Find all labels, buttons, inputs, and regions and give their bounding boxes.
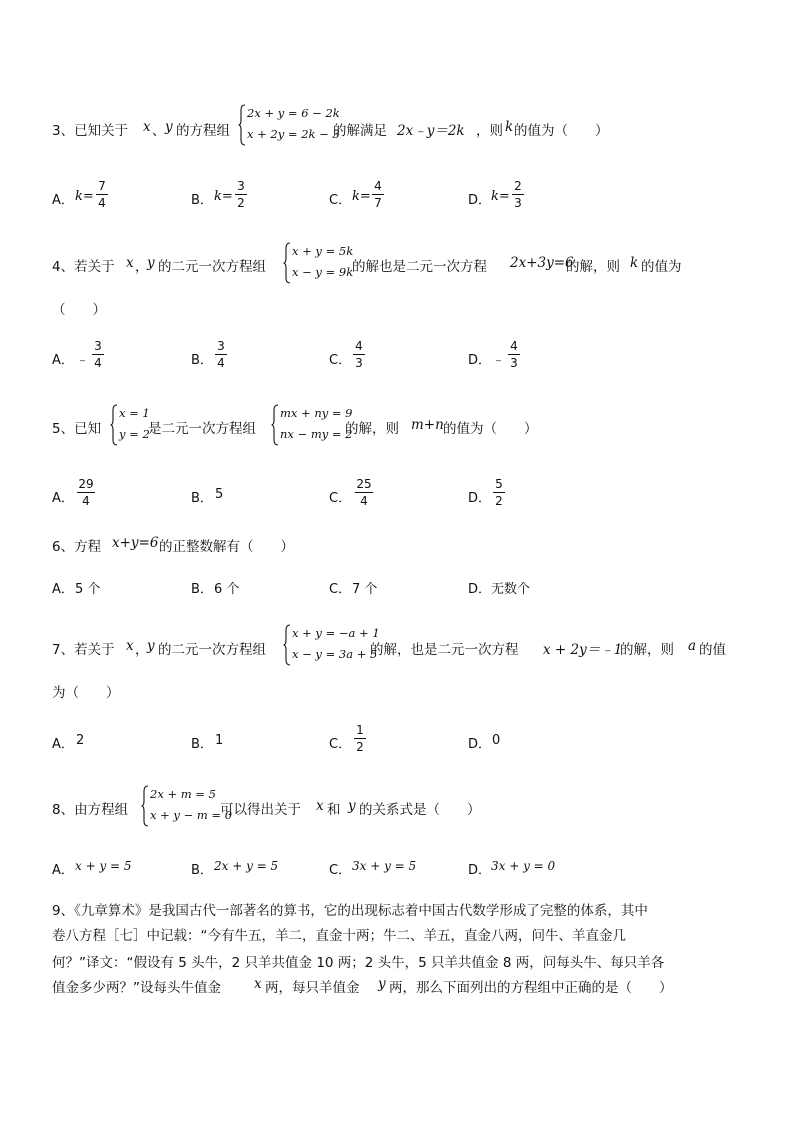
q8-var-y: y	[348, 798, 356, 814]
option-label: B．	[191, 491, 213, 506]
q9-line3: 何？”译文：“假设有 5 头牛，2 只羊共值金 10 两；2 头牛，5 只羊共值金 8 两，问每头牛、每只羊各	[52, 955, 665, 971]
q5-eq2: nx − my = 2	[280, 427, 353, 441]
q3-prefix: 3、已知关于	[52, 123, 129, 139]
q7-comma: ，	[135, 642, 149, 658]
q5-equation-system	[271, 404, 351, 446]
option-label: B．	[191, 582, 213, 597]
q7-cond-expr: x + 2y＝﹣1	[543, 642, 623, 658]
option-sign: ﹣	[76, 353, 90, 368]
option-label: C．	[329, 353, 352, 368]
option-value: 7 个	[352, 582, 378, 597]
q9-line4a: 值金多少两？”设每头牛值金	[52, 980, 221, 996]
q5-suffix: 的值为（ ）	[443, 421, 538, 437]
q8-and: 和	[327, 802, 341, 818]
q9-line2: 卷八方程［七］中记载：“今有牛五，羊二，直金十两；牛二、羊五，直金八两，问牛、羊直金几	[52, 928, 626, 944]
q4-var-x: x	[126, 255, 134, 271]
q3-brace-icon	[238, 104, 246, 146]
option-value: 无数个	[491, 582, 531, 597]
q4-equation-system	[283, 242, 353, 284]
q7-then: 的解，则	[620, 642, 674, 658]
q6-expr: x+y=6	[112, 535, 159, 551]
q3-mid: 的方程组	[176, 123, 230, 139]
q9-var-y: y	[378, 976, 386, 992]
q3-var-y: y	[165, 119, 173, 135]
q5-then: 的解，则	[345, 421, 399, 437]
q7-brace-icon	[283, 624, 291, 666]
q4-eq2: x − y = 9k	[292, 265, 354, 279]
option-prefix: k=	[352, 189, 371, 204]
option-label: A．	[52, 353, 74, 368]
q3-equation-system	[238, 104, 338, 146]
q4-brace-icon	[283, 242, 291, 284]
option-label: D．	[468, 193, 492, 208]
q5-sol1: x = 1	[119, 406, 150, 420]
q7-equation-system	[283, 624, 380, 666]
option-fraction: 25 4	[356, 477, 372, 508]
option-label: A．	[52, 737, 74, 752]
q7-mid: 的二元一次方程组	[158, 642, 266, 658]
q9-line4c: 两，那么下面列出的方程组中正确的是（ ）	[389, 980, 673, 996]
option-prefix: k=	[491, 189, 510, 204]
q4-cond-expr: 2x+3y=6	[510, 255, 574, 271]
option-label: D．	[468, 491, 492, 506]
q8-suffix: 的关系式是（ ）	[359, 802, 481, 818]
q6-prefix: 6、方程	[52, 539, 102, 555]
option-label: A．	[52, 491, 74, 506]
q5-brace-icon	[110, 404, 118, 446]
q3-eq1: 2x + y = 6 − 2k	[247, 106, 340, 120]
q5-brace2-icon	[271, 404, 279, 446]
q4-var-k: k	[630, 255, 639, 271]
q3-cond-text: 的解满足	[333, 123, 387, 139]
q3-cond-expr: 2x﹣y＝2k	[397, 123, 465, 139]
q7-suffix: 的值	[699, 642, 726, 658]
q8-prefix: 8、由方程组	[52, 802, 129, 818]
q8-mid: 可以得出关于	[220, 802, 301, 818]
q4-prefix: 4、若关于	[52, 259, 115, 275]
q7-cond-text: 的解，也是二元一次方程	[370, 642, 519, 658]
option-fraction: 3 4	[92, 339, 104, 370]
option-label: B．	[191, 737, 213, 752]
q4-cond-text: 的解也是二元一次方程	[352, 259, 487, 275]
q6-suffix: 的正整数解有（ ）	[159, 539, 294, 555]
option-label: B．	[191, 353, 213, 368]
q3-var-x: x	[143, 119, 151, 135]
option-value: 3x + y = 5	[352, 859, 417, 873]
q4-mid: 的二元一次方程组	[158, 259, 266, 275]
q3-then: ，则	[476, 123, 503, 139]
q9-line1: 9、《九章算术》是我国古代一部著名的算书，它的出现标志着中国古代数学形成了完整的体系，其中	[52, 903, 648, 919]
option-label: C．	[329, 491, 352, 506]
q5-expr: m+n	[411, 417, 444, 433]
option-fraction: 4 3	[353, 339, 365, 370]
q5-eq1: mx + ny = 9	[280, 406, 353, 420]
option-value: 6 个	[214, 582, 240, 597]
q7-var-y: y	[147, 638, 155, 654]
option-label: B．	[191, 193, 213, 208]
q8-eq1: 2x + m = 5	[150, 787, 216, 801]
option-value: 2x + y = 5	[214, 859, 279, 873]
q9-var-x: x	[254, 976, 262, 992]
q9-line4b: 两，每只羊值金	[265, 980, 360, 996]
q3-var-k: k	[505, 119, 514, 135]
q7-var-a: a	[688, 638, 697, 654]
q7-prefix: 7、若关于	[52, 642, 115, 658]
option-fraction: 3 2	[235, 179, 247, 210]
option-fraction: 29 4	[78, 477, 94, 508]
q4-comma: ，	[135, 259, 149, 275]
q8-brace-icon	[141, 785, 149, 827]
q5-mid: 是二元一次方程组	[148, 421, 256, 437]
q7-line2: 为（ ）	[52, 685, 120, 701]
q4-suffix: 的值为	[641, 259, 682, 275]
q8-eq2: x + y − m = 0	[150, 808, 233, 822]
option-fraction: 5 2	[493, 477, 505, 508]
option-label: C．	[329, 193, 352, 208]
q4-eq1: x + y = 5k	[292, 244, 354, 258]
option-fraction: 4 3	[508, 339, 520, 370]
q3-suffix: 的值为（ ）	[514, 123, 609, 139]
option-label: C．	[329, 737, 352, 752]
option-prefix: k=	[75, 189, 94, 204]
option-fraction: 4 7	[372, 179, 384, 210]
q3-eq2: x + 2y = 2k − 3	[247, 127, 340, 141]
option-label: A．	[52, 863, 74, 878]
q8-equation-system	[141, 785, 233, 827]
q4-then: 的解，则	[566, 259, 620, 275]
option-value: 1	[215, 733, 224, 748]
q7-eq1: x + y = −a + 1	[292, 626, 380, 640]
option-fraction: 1 2	[354, 723, 366, 754]
option-label: D．	[468, 582, 492, 597]
q4-paren: （ ）	[52, 302, 106, 318]
option-label: C．	[329, 582, 352, 597]
option-value: 2	[76, 733, 85, 748]
option-sign: ﹣	[492, 353, 506, 368]
option-prefix: k=	[214, 189, 233, 204]
q7-var-x: x	[126, 638, 134, 654]
q5-prefix: 5、已知	[52, 421, 102, 437]
q4-var-y: y	[147, 255, 155, 271]
option-fraction: 7 4	[96, 179, 108, 210]
option-value: x + y = 5	[75, 859, 132, 873]
option-label: D．	[468, 863, 492, 878]
option-label: D．	[468, 353, 492, 368]
option-value: 5 个	[75, 582, 101, 597]
option-fraction: 3 4	[215, 339, 227, 370]
option-label: A．	[52, 582, 74, 597]
option-label: B．	[191, 863, 213, 878]
q5-solution-system	[110, 404, 150, 446]
q5-sol2: y = 2	[119, 427, 150, 441]
option-label: C．	[329, 863, 352, 878]
option-value: 0	[492, 733, 501, 748]
q3-sep: 、	[152, 123, 166, 139]
option-label: A．	[52, 193, 74, 208]
option-label: D．	[468, 737, 492, 752]
q7-eq2: x − y = 3a + 5	[292, 647, 378, 661]
option-value: 3x + y = 0	[491, 859, 556, 873]
q8-var-x: x	[316, 798, 324, 814]
option-fraction: 2 3	[512, 179, 524, 210]
option-value: 5	[215, 487, 224, 502]
